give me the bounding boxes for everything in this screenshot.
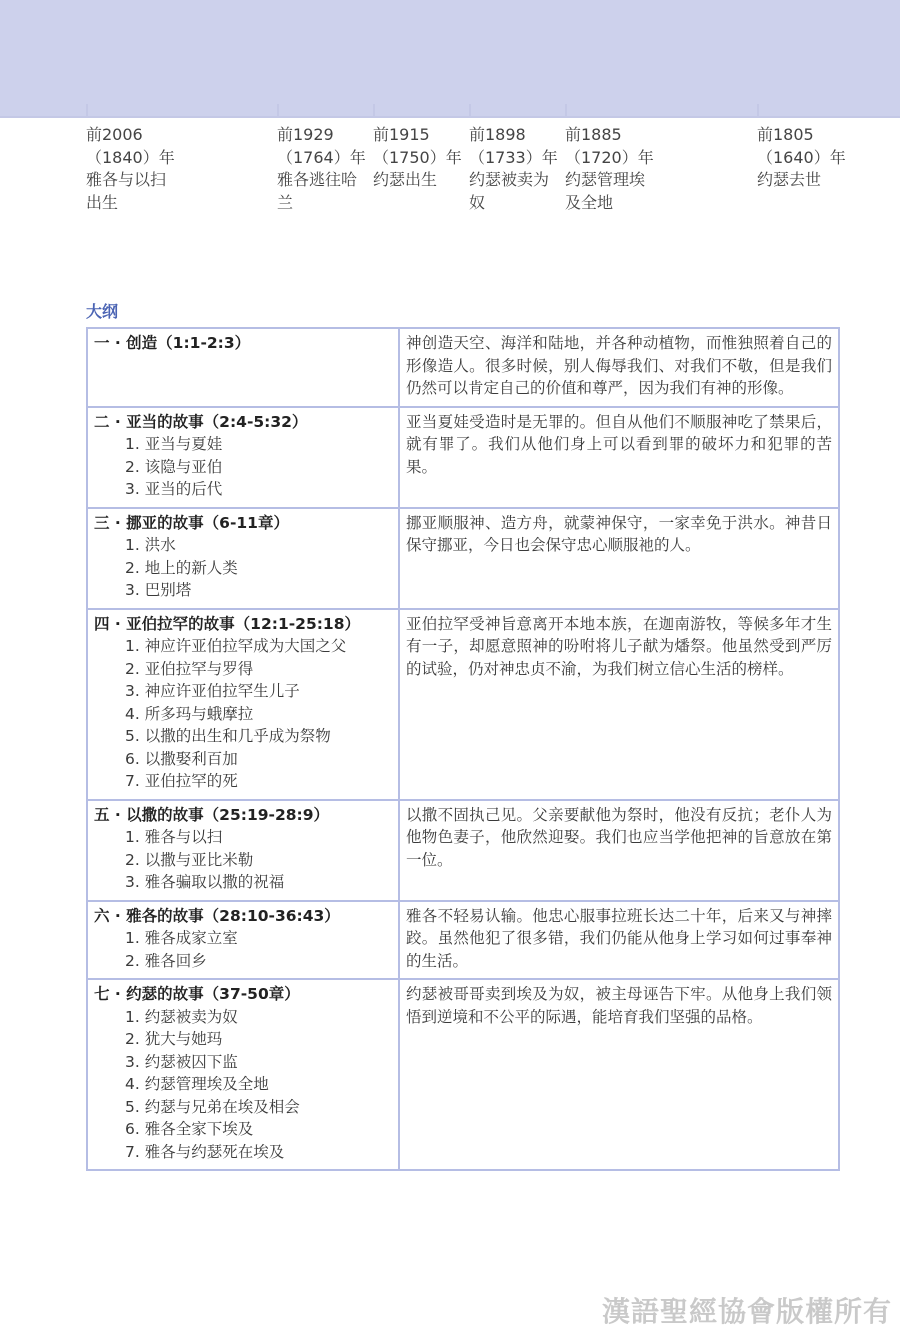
section-sub-item: 6. 雅各全家下埃及 bbox=[125, 1120, 254, 1138]
outline-row bbox=[87, 800, 839, 901]
event-description: 约瑟管理埃 bbox=[565, 170, 646, 189]
event-year: 前1885 bbox=[565, 125, 622, 144]
section-sub-item: 1. 洪水 bbox=[125, 536, 176, 554]
event-alt-year: （1750）年 bbox=[373, 147, 462, 167]
timeline-tick bbox=[373, 104, 375, 118]
timeline-tick bbox=[565, 104, 567, 118]
section-sub-item: 3. 雅各骗取以撒的祝福 bbox=[125, 873, 285, 891]
section-sub-item: 4. 所多玛与蛾摩拉 bbox=[125, 704, 254, 723]
section-sub-item: 1. 雅各成家立室 bbox=[125, 929, 238, 947]
outline-section-cell bbox=[87, 407, 399, 508]
section-sub-item: 2. 该隐与亚伯 bbox=[125, 457, 223, 476]
outline-section-cell bbox=[87, 609, 399, 800]
outline-row bbox=[87, 407, 839, 508]
section-sub-item: 7. 亚伯拉罕的死 bbox=[125, 772, 238, 790]
section-sub-item: 3. 巴别塔 bbox=[125, 581, 192, 599]
section-title: 六 · 雅各的故事（28:10-36:43） bbox=[94, 906, 340, 925]
event-description: 奴 bbox=[469, 192, 486, 212]
section-title: 七 · 约瑟的故事（37-50章） bbox=[94, 985, 300, 1003]
outline-table bbox=[86, 327, 840, 1171]
header-band bbox=[0, 0, 900, 116]
timeline-tick bbox=[757, 104, 759, 118]
event-description: 约瑟去世 bbox=[757, 170, 822, 189]
event-description: 约瑟被卖为 bbox=[469, 170, 550, 189]
section-sub-item: 2. 雅各回乡 bbox=[125, 951, 207, 970]
timeline-event bbox=[373, 124, 462, 192]
section-sub-item: 2. 以撒与亚比米勒 bbox=[125, 850, 254, 869]
copyright-watermark: 漢語聖經協會版權所有 bbox=[601, 1295, 892, 1328]
outline-row bbox=[87, 328, 839, 407]
event-description: 兰 bbox=[277, 192, 294, 212]
section-sub-item: 4. 约瑟管理埃及全地 bbox=[125, 1075, 269, 1093]
event-alt-year: （1733）年 bbox=[469, 147, 558, 167]
event-alt-year: （1764）年 bbox=[277, 147, 366, 167]
section-sub-item: 1. 神应许亚伯拉罕成为大国之父 bbox=[125, 637, 347, 655]
section-sub-item: 3. 亚当的后代 bbox=[125, 480, 223, 498]
section-description: 约瑟被哥哥卖到埃及为奴，被主母诬告下牢。从他身上我们领悟到逆境和不公平的际遇，能培育我们坚强的品格。 bbox=[399, 979, 839, 1170]
section-title: 一 · 创造（1:1-2:3） bbox=[94, 334, 251, 352]
outline-label: 大纲 bbox=[86, 302, 119, 321]
outline-section-cell bbox=[87, 901, 399, 980]
section-description: 神创造天空、海洋和陆地，并各种动植物，而惟独照着自己的形像造人。很多时候，别人侮辱我们、对我们不敬，但是我们仍然可以肯定自己的价值和尊严，因为我们有神的形像。 bbox=[399, 328, 839, 407]
outline-section-cell bbox=[87, 328, 399, 407]
outline-section-cell bbox=[87, 979, 399, 1170]
section-sub-item: 6. 以撒娶利百加 bbox=[125, 749, 238, 768]
event-year: 前1929 bbox=[277, 125, 334, 144]
timeline-event bbox=[86, 124, 175, 214]
section-title: 二 · 亚当的故事（2:4-5:32） bbox=[94, 412, 308, 431]
timeline-event bbox=[277, 124, 366, 214]
event-description: 雅各逃往哈 bbox=[277, 170, 358, 189]
section-sub-item: 3. 约瑟被囚下监 bbox=[125, 1052, 238, 1071]
outline-section-cell bbox=[87, 508, 399, 609]
section-title: 三 · 挪亚的故事（6-11章） bbox=[94, 513, 289, 532]
outline-row bbox=[87, 979, 839, 1170]
event-description: 雅各与以扫 bbox=[86, 170, 167, 189]
section-description: 以撒不固执己见。父亲要献他为祭时，他没有反抗；老仆人为他物色妻子，他欣然迎娶。我们也应当学他把神的旨意放在第一位。 bbox=[399, 800, 839, 901]
section-sub-item: 2. 亚伯拉罕与罗得 bbox=[125, 659, 254, 678]
section-description: 挪亚顺服神、造方舟，就蒙神保守，一家幸免于洪水。神昔日保守挪亚，今日也会保守忠心顺服祂的人。 bbox=[399, 508, 839, 609]
event-description: 约瑟出生 bbox=[373, 170, 438, 189]
event-alt-year: （1640）年 bbox=[757, 147, 846, 167]
timeline-event bbox=[757, 124, 846, 192]
section-sub-item: 2. 犹大与她玛 bbox=[125, 1030, 223, 1048]
section-description: 亚伯拉罕受神旨意离开本地本族，在迦南游牧，等候多年才生有一子，却愿意照神的吩咐将儿子献为燔祭。他虽然受到严厉的试验，仍对神忠贞不渝，为我们树立信心生活的榜样。 bbox=[399, 609, 839, 800]
event-alt-year: （1720）年 bbox=[565, 147, 654, 167]
section-sub-item: 3. 神应许亚伯拉罕生儿子 bbox=[125, 682, 300, 700]
section-description: 雅各不轻易认输。他忠心服事拉班长达二十年，后来又与神摔跤。虽然他犯了很多错，我们仍能从他身上学习如何过事奉神的生活。 bbox=[399, 901, 839, 980]
timeline-event bbox=[469, 124, 558, 214]
event-year: 前1915 bbox=[373, 125, 430, 144]
event-year: 前1805 bbox=[757, 125, 814, 144]
section-sub-item: 1. 约瑟被卖为奴 bbox=[125, 1007, 238, 1026]
event-alt-year: （1840）年 bbox=[86, 147, 175, 167]
timeline-tick bbox=[277, 104, 279, 118]
section-sub-item: 5. 约瑟与兄弟在埃及相会 bbox=[125, 1097, 300, 1116]
event-description: 出生 bbox=[86, 192, 119, 212]
section-sub-item: 5. 以撒的出生和几乎成为祭物 bbox=[125, 727, 331, 745]
timeline-line bbox=[0, 116, 900, 118]
outline-section-cell bbox=[87, 800, 399, 901]
event-description: 及全地 bbox=[565, 192, 614, 212]
section-description: 亚当夏娃受造时是无罪的。但自从他们不顺服神吃了禁果后，就有罪了。我们从他们身上可以看到罪的破坏力和犯罪的苦果。 bbox=[399, 407, 839, 508]
outline-row bbox=[87, 609, 839, 800]
section-sub-item: 1. 亚当与夏娃 bbox=[125, 435, 223, 453]
section-sub-item: 1. 雅各与以扫 bbox=[125, 828, 223, 846]
outline-row bbox=[87, 901, 839, 980]
timeline-tick bbox=[469, 104, 471, 118]
timeline-event bbox=[565, 124, 654, 214]
outline-row bbox=[87, 508, 839, 609]
section-sub-item: 2. 地上的新人类 bbox=[125, 558, 238, 577]
timeline-tick bbox=[86, 104, 88, 118]
section-sub-item: 7. 雅各与约瑟死在埃及 bbox=[125, 1142, 285, 1161]
section-title: 四 · 亚伯拉罕的故事（12:1-25:18） bbox=[94, 614, 361, 633]
event-year: 前1898 bbox=[469, 125, 526, 144]
event-year: 前2006 bbox=[86, 125, 143, 144]
section-title: 五 · 以撒的故事（25:19-28:9） bbox=[94, 805, 330, 824]
